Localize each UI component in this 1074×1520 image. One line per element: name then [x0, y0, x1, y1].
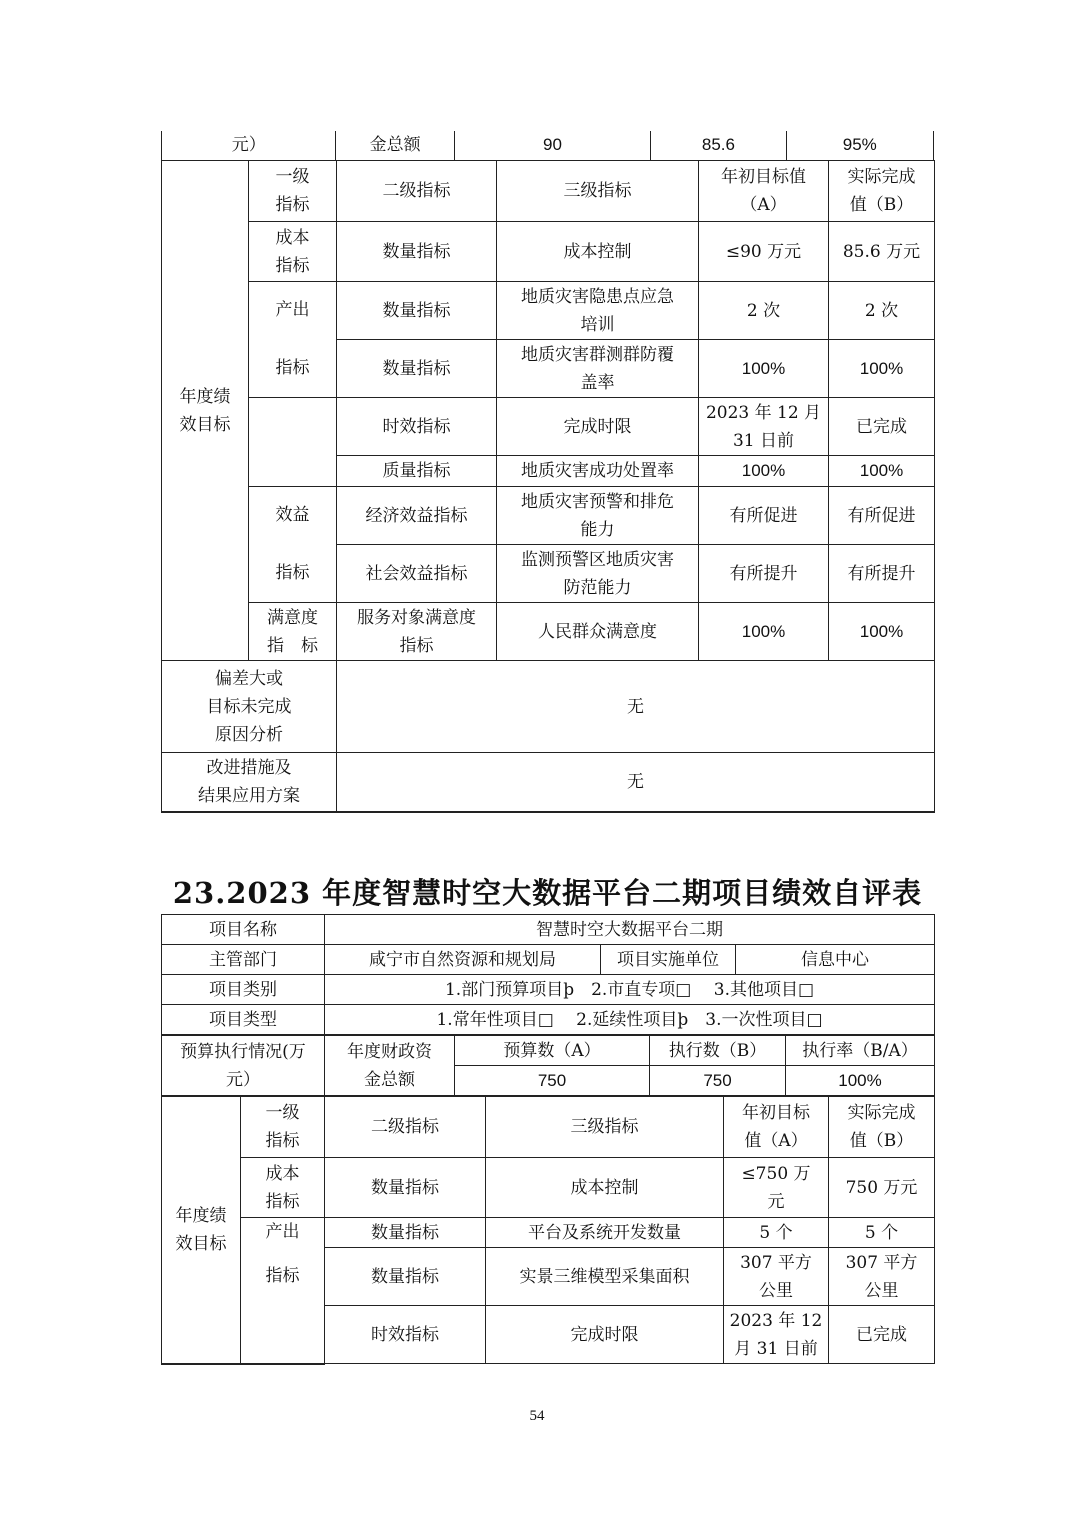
output-label-2: 指标: [265, 1266, 300, 1286]
table-cell: 数量指标: [337, 340, 497, 398]
table-cell: 时效指标: [325, 1306, 486, 1364]
table-cell: 服务对象满意度 指标: [337, 603, 497, 661]
table-cell: 实景三维模型采集面积: [486, 1248, 724, 1306]
rate-value: 95%: [786, 131, 933, 160]
deviation-analysis-label: 偏差大或 目标未完成 原因分析: [162, 661, 337, 753]
output-indicator-label: [249, 282, 337, 398]
table-cell: 质量指标: [337, 456, 497, 487]
table-cell: 85.6 万元: [829, 222, 935, 282]
table-cell: 地质灾害隐患点应急 培训: [497, 282, 699, 340]
fund-total-label: 年度财政资 金总额: [325, 1036, 455, 1096]
table-cell: 完成时限: [486, 1306, 724, 1364]
table-cell: 100%: [699, 340, 829, 398]
performance-goals-table-2: [161, 1096, 935, 1365]
table-cell: 5 个: [724, 1218, 829, 1248]
output-label-1: 产出: [265, 1222, 300, 1242]
benefit-label-1: 效益: [275, 505, 310, 525]
table-cell: 地质灾害群测群防覆 盖率: [497, 340, 699, 398]
project-name-label: 项目名称: [162, 915, 325, 945]
table-cell: 已完成: [829, 1306, 935, 1364]
benefit-indicator-label: [249, 487, 337, 603]
deviation-analysis-value: 无: [337, 661, 935, 753]
table-cell: 100%: [829, 603, 935, 661]
project-type-value: 1.常年性项目□ 2.延续性项目þ 3.一次性项目□: [325, 1005, 935, 1035]
table-cell: 数量指标: [325, 1158, 486, 1218]
performance-goals-table: [161, 160, 935, 813]
table-cell: 100%: [699, 456, 829, 487]
header-level3: 三级指标: [497, 161, 699, 222]
table-cell: 已完成: [829, 398, 935, 456]
output-label-2: 指标: [275, 358, 310, 378]
header-level1: 一级 指标: [249, 161, 337, 222]
table-cell: 100%: [829, 340, 935, 398]
table-cell: 2023 年 12 月 31 日前: [699, 398, 829, 456]
budget-value: 750: [455, 1066, 650, 1096]
rate-header: 执行率（B/A）: [786, 1036, 935, 1066]
table-cell: 2 次: [699, 282, 829, 340]
table-cell: 100%: [829, 456, 935, 487]
page-number: 54: [529, 1408, 545, 1424]
table-cell: 成本控制: [486, 1158, 724, 1218]
cost-indicator-label: 成本 指标: [241, 1158, 325, 1218]
satisfaction-indicator-label: 满意度 指 标: [249, 603, 337, 661]
table-cell: 2 次: [829, 282, 935, 340]
department-label: 主管部门: [162, 945, 325, 975]
department-value: 咸宁市自然资源和规划局: [325, 945, 601, 975]
project-summary-table: [161, 914, 935, 1035]
table-cell: 307 平方 公里: [724, 1248, 829, 1306]
table-cell: 数量指标: [325, 1248, 486, 1306]
project-category-label: 项目类别: [162, 975, 325, 1005]
output-indicator-label: [241, 1218, 325, 1364]
table-cell: 有所提升: [829, 545, 935, 603]
output-label-1: 产出: [275, 300, 310, 320]
table-cell: 地质灾害预警和排危 能力: [497, 487, 699, 545]
project-type-label: 项目类型: [162, 1005, 325, 1035]
project-name-value: 智慧时空大数据平台二期: [325, 915, 935, 945]
implementer-value: 信息中心: [736, 945, 935, 975]
section-title: 23.2023 年度智慧时空大数据平台二期项目绩效自评表: [172, 876, 923, 910]
table-cell: 成本控制: [497, 222, 699, 282]
header-level2: 二级指标: [337, 161, 497, 222]
table-cell: 307 平方 公里: [829, 1248, 935, 1306]
table-cell: 社会效益指标: [337, 545, 497, 603]
table-cell: 数量指标: [337, 282, 497, 340]
table-cell: 数量指标: [325, 1218, 486, 1248]
budget-execution-table: [161, 1035, 935, 1096]
budget-label-tail: 元）: [162, 131, 336, 160]
executed-value: 85.6: [651, 131, 786, 160]
cost-indicator-label: 成本 指标: [249, 222, 337, 282]
project-category-value: 1.部门预算项目þ 2.市直专项□ 3.其他项目□: [325, 975, 935, 1005]
executed-value: 750: [650, 1066, 786, 1096]
table-cell: 100%: [699, 603, 829, 661]
table-cell: 地质灾害成功处置率: [497, 456, 699, 487]
header-level1: 一级 指标: [241, 1097, 325, 1158]
table-cell: 750 万元: [829, 1158, 935, 1218]
header-actual: 实际完成 值（B）: [829, 161, 935, 222]
executed-header: 执行数（B）: [650, 1036, 786, 1066]
table-cell: ≤750 万 元: [724, 1158, 829, 1218]
table-cell: 时效指标: [337, 398, 497, 456]
header-target: 年初目标 值（A）: [724, 1097, 829, 1158]
table-cell: 有所促进: [829, 487, 935, 545]
table-cell: 数量指标: [337, 222, 497, 282]
table-cell: 平台及系统开发数量: [486, 1218, 724, 1248]
header-target: 年初目标值 （A）: [699, 161, 829, 222]
header-actual: 实际完成 值（B）: [829, 1097, 935, 1158]
section-label-annual-goals: 年度绩 效目标: [162, 161, 249, 661]
budget-header: 预算数（A）: [455, 1036, 650, 1066]
table-cell: 经济效益指标: [337, 487, 497, 545]
table-cell: 2023 年 12 月 31 日前: [724, 1306, 829, 1364]
benefit-label-2: 指标: [275, 563, 310, 583]
table-cell: 监测预警区地质灾害 防范能力: [497, 545, 699, 603]
table-cell: 完成时限: [497, 398, 699, 456]
improvement-label: 改进措施及 结果应用方案: [162, 753, 337, 812]
table-cell: 有所提升: [699, 545, 829, 603]
blank-cell: [249, 398, 337, 487]
table-cell: 有所促进: [699, 487, 829, 545]
section-label-annual-goals: 年度绩 效目标: [162, 1097, 241, 1364]
improvement-value: 无: [337, 753, 935, 812]
implementer-label: 项目实施单位: [601, 945, 736, 975]
rate-value: 100%: [786, 1066, 935, 1096]
table-cell: 5 个: [829, 1218, 935, 1248]
budget-execution-label: 预算执行情况(万 元）: [162, 1036, 325, 1096]
performance-table-continued: [161, 131, 934, 161]
fund-total-label: 金总额: [336, 131, 454, 160]
budget-value: 90: [454, 131, 651, 160]
table-cell: 人民群众满意度: [497, 603, 699, 661]
table-cell: ≤90 万元: [699, 222, 829, 282]
header-level2: 二级指标: [325, 1097, 486, 1158]
header-level3: 三级指标: [486, 1097, 724, 1158]
